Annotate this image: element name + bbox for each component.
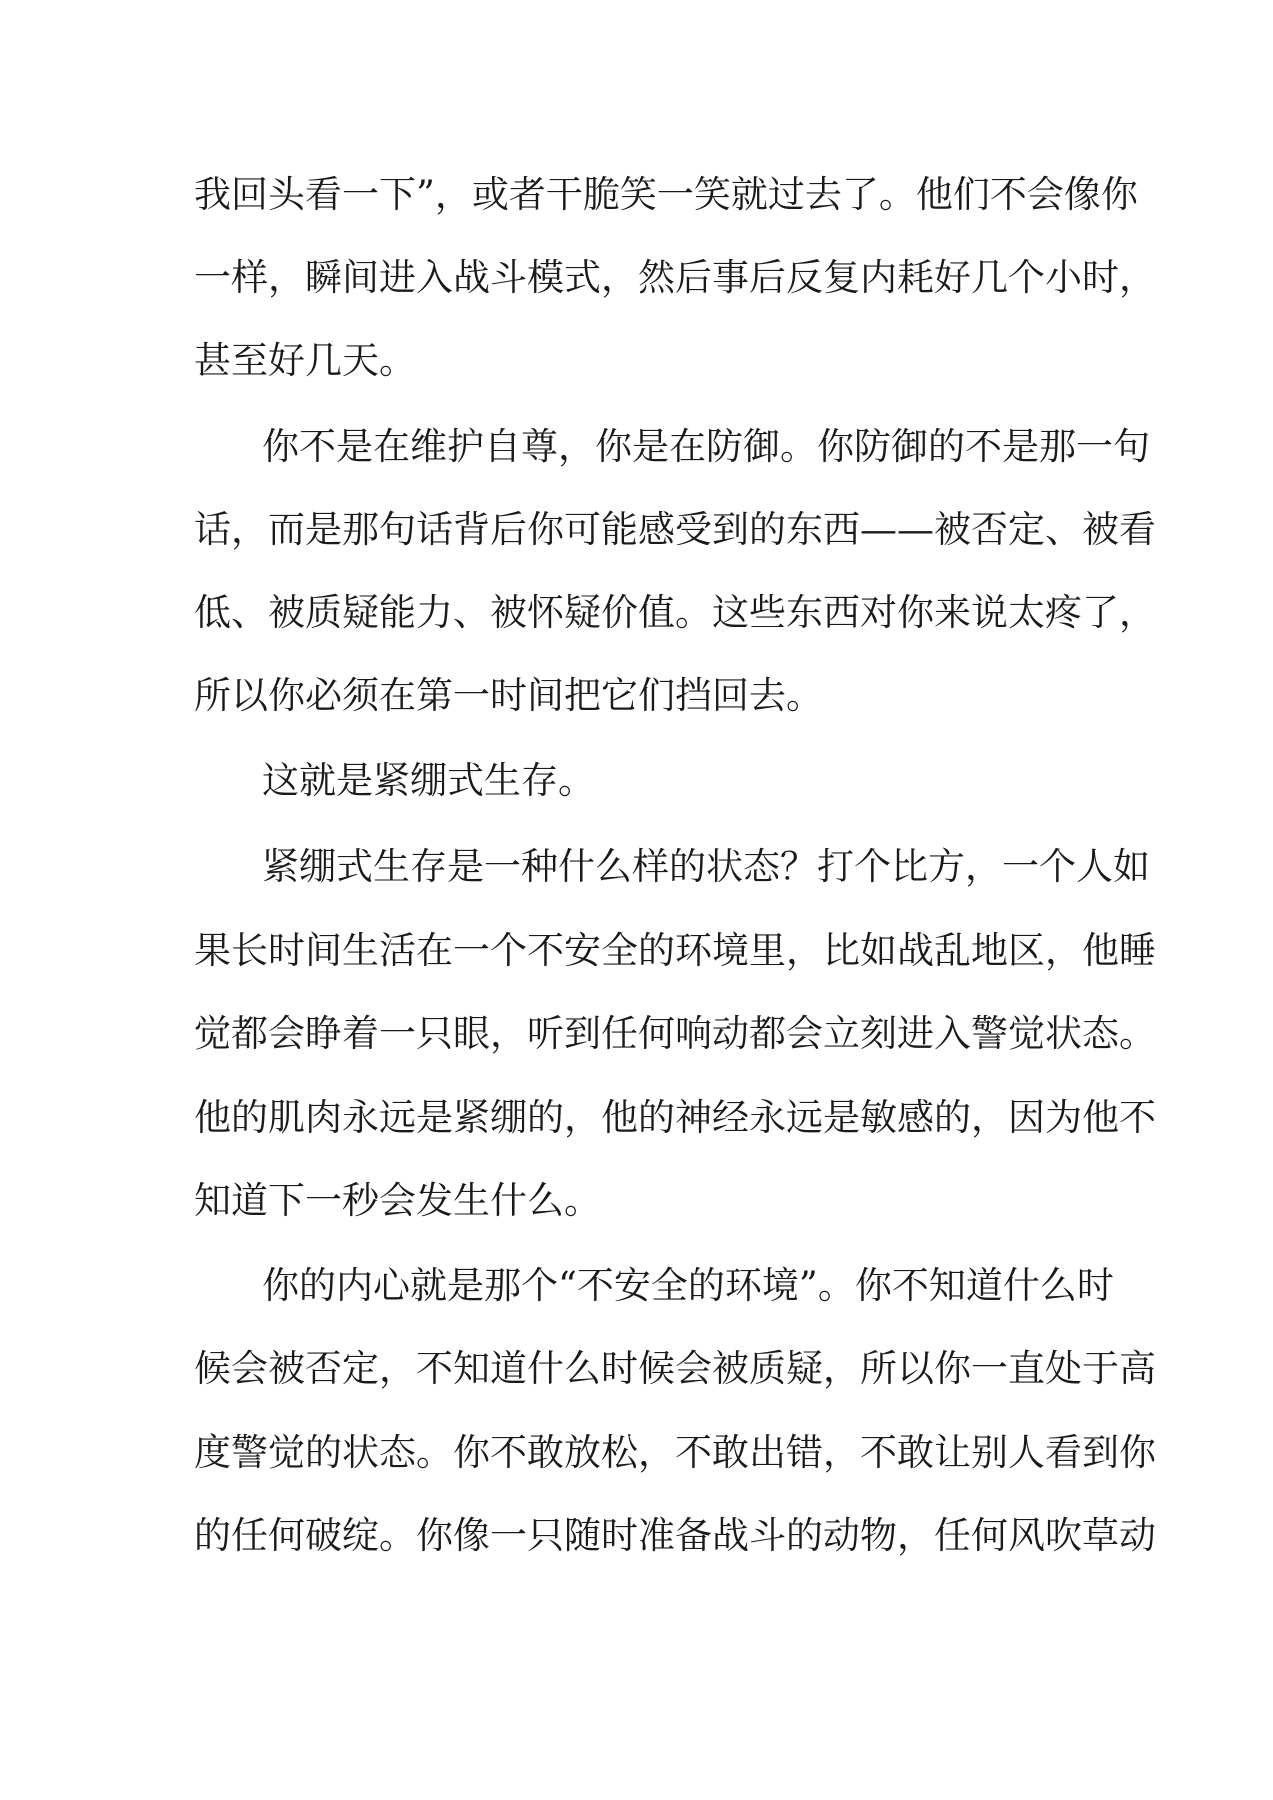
text-line: 知道下一秒会发生什么。: [194, 1179, 601, 1222]
text-line: 的任何破绽。你像一只随时准备战斗的动物，任何风吹草动: [194, 1514, 1156, 1557]
text-line: 话，而是那句话背后你可能感受到的东西——被否定、被看: [194, 508, 1156, 551]
text-line: 度警觉的状态。你不敢放松，不敢出错，不敢让别人看到你: [194, 1431, 1156, 1474]
text-line: 候会被否定，不知道什么时候会被质疑，所以你一直处于高: [194, 1347, 1156, 1390]
text-line: 觉都会睁着一只眼，听到任何响动都会立刻进入警觉状态。: [194, 1012, 1156, 1055]
text-line: 你不是在维护自尊，你是在防御。你防御的不是那一句: [262, 425, 1150, 468]
text-line: 所以你必须在第一时间把它们挡回去。: [194, 674, 823, 717]
text-line: 这就是紧绷式生存。: [262, 759, 595, 802]
text-line: 低、被质疑能力、被怀疑价值。这些东西对你来说太疼了，: [194, 591, 1156, 634]
text-line: 果长时间生活在一个不安全的环境里，比如战乱地区，他睡: [194, 929, 1156, 972]
text-line: 紧绷式生存是一种什么样的状态？打个比方，一个人如: [262, 845, 1150, 888]
text-line: 甚至好几天。: [194, 339, 416, 382]
text-line: 我回头看一下”，或者干脆笑一笑就过去了。他们不会像你: [194, 173, 1138, 216]
text-line: 一样，瞬间进入战斗模式，然后事后反复内耗好几个小时，: [194, 256, 1156, 299]
text-line: 你的内心就是那个“不安全的环境”。你不知道什么时: [262, 1264, 1114, 1307]
text-line: 他的肌肉永远是紧绷的，他的神经永远是敏感的，因为他不: [194, 1096, 1156, 1139]
